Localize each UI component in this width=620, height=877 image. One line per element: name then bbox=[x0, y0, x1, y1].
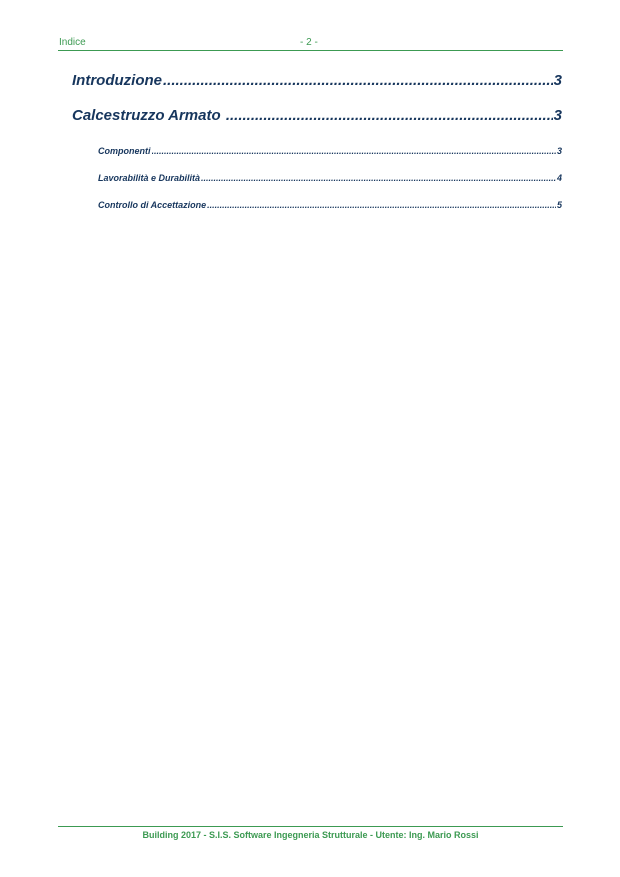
toc-entry-page: 3 bbox=[553, 72, 562, 89]
header-page-number: - 2 - bbox=[300, 37, 318, 48]
toc-entry-page: 3 bbox=[556, 146, 562, 156]
footer-text: Building 2017 - S.I.S. Software Ingegneria Strutturale - Utente: Ing. Mario Rossi bbox=[142, 830, 479, 840]
toc-dot-leader bbox=[152, 146, 556, 156]
toc-entry-title: Introduzione bbox=[72, 72, 162, 89]
page-footer bbox=[58, 826, 563, 847]
toc-entry-page: 3 bbox=[553, 107, 562, 124]
toc-entry-title: Controllo di Accettazione bbox=[98, 200, 207, 210]
toc-entry-title: Lavorabilità e Durabilità bbox=[98, 173, 201, 183]
table-of-contents bbox=[72, 72, 562, 227]
toc-entry-lavorabilita-durabilita[interactable] bbox=[98, 173, 562, 185]
toc-entry-page: 4 bbox=[556, 173, 562, 183]
toc-entry-componenti[interactable] bbox=[98, 146, 562, 158]
toc-dot-leader bbox=[201, 173, 556, 183]
toc-entry-title: Calcestruzzo Armato bbox=[72, 107, 225, 124]
toc-dot-leader bbox=[226, 107, 553, 124]
toc-entry-calcestruzzo-armato[interactable] bbox=[72, 107, 562, 126]
header-section-title: Indice bbox=[59, 37, 86, 48]
toc-entry-introduzione[interactable] bbox=[72, 72, 562, 91]
toc-entry-controllo-accettazione[interactable] bbox=[98, 200, 562, 212]
toc-dot-leader bbox=[163, 72, 553, 89]
toc-entry-title: Componenti bbox=[98, 146, 151, 156]
toc-entry-page: 5 bbox=[556, 200, 562, 210]
page-header bbox=[58, 35, 563, 51]
toc-dot-leader bbox=[207, 200, 556, 210]
